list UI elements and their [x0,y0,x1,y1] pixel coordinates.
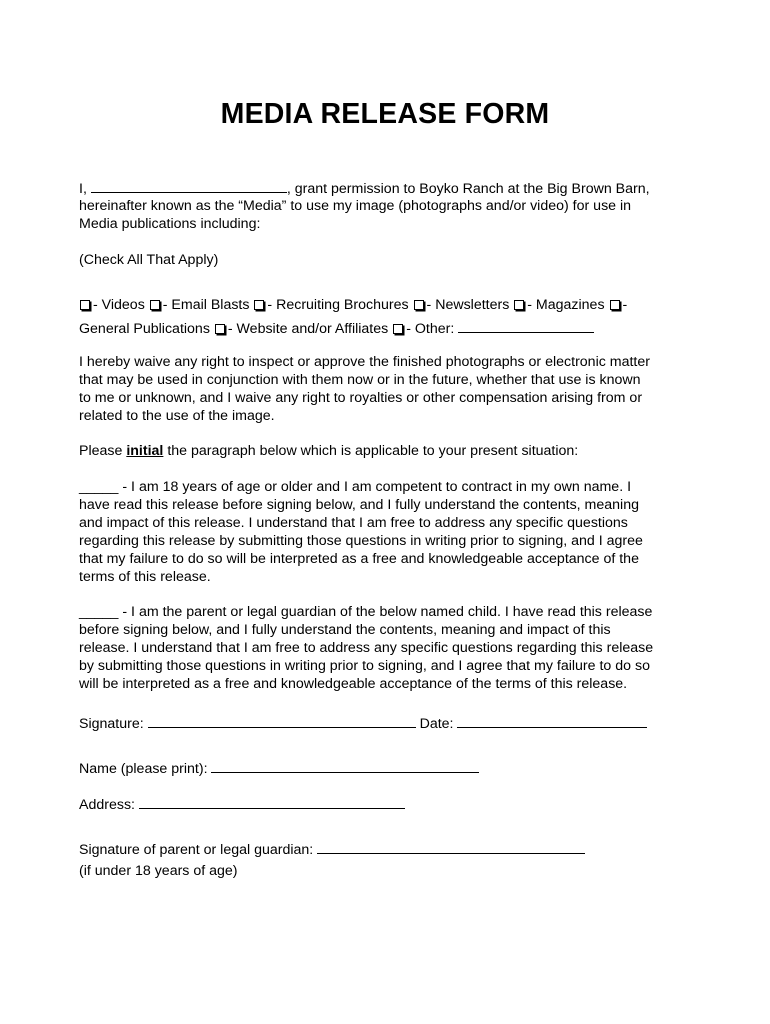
signature-label: Signature: [79,716,144,732]
option-magazines[interactable]: - Magazines [513,297,604,313]
option-website-affiliates[interactable]: - Website and/or Affiliates [214,321,388,337]
intro-paragraph [79,179,699,233]
other-blank[interactable] [458,319,594,333]
guardian-signature-row [79,840,585,859]
other-checkbox[interactable] [393,324,403,334]
newsletters-checkbox[interactable] [414,300,424,310]
option-recruiting-brochures[interactable]: - Recruiting Brochures [253,297,408,313]
signature-row [79,714,647,733]
recruiting-brochures-checkbox[interactable] [254,300,264,310]
option-general-publications-label: General Publications [79,321,210,337]
email-blasts-checkbox[interactable] [150,300,160,310]
intro-line-3: Media publications including: [79,216,261,232]
form-title: MEDIA RELEASE FORM [220,98,550,130]
name-blank[interactable] [91,179,287,193]
date-field[interactable] [457,714,647,728]
magazines-checkbox[interactable] [514,300,524,310]
media-options [79,293,699,341]
general-publications-checkbox[interactable] [610,300,620,310]
guardian-note: (if under 18 years of age) [79,863,238,879]
options-line-1 [79,293,699,317]
videos-checkbox[interactable] [80,300,90,310]
date-label: Date: [419,716,454,732]
initial-instruction: Please initial the paragraph below which is applicable to your present situation: [79,443,579,459]
waiver-paragraph: I hereby waive any right to inspect or approve the finished photographs or electronic matter that may be used in conjunction with them now or in the future, whether that use is known to me or unknown, and I waive any right to royalties or other compensation arising from or related to the use of the image. [79,354,650,424]
option-email-blasts[interactable]: - Email Blasts [149,297,250,313]
guardian-paragraph: _____ - I am the parent or legal guardian of the below named child. I have read this release before signing below, and I fully understand the contents, meaning and impact of this release. I understand that I am free to address any specific questions regarding this release by submitting those questions in writing prior to signing, and I agree that my failure to do so will be interpreted as a free and knowledgeable acceptance of the terms of this release. [79,604,654,692]
intro-line-2: hereinafter known as the “Media” to use my image (photographs and/or video) for use in [79,198,632,214]
address-row [79,795,405,814]
option-other[interactable]: - Other: [392,321,454,337]
website-affiliates-checkbox[interactable] [215,324,225,334]
name-row [79,759,479,778]
options-line-2 [79,317,699,341]
signature-field[interactable] [148,714,416,728]
intro-line-1: I, , grant permission to Boyko Ranch at the Big Brown Barn, [79,181,650,197]
option-newsletters[interactable]: - Newsletters [413,297,510,313]
name-field[interactable] [211,759,479,773]
guardian-signature-label: Signature of parent or legal guardian: [79,842,314,858]
option-videos[interactable]: - Videos [79,297,145,313]
address-label: Address: [79,797,135,813]
option-general-publications-checkbox-part[interactable]: - [609,297,628,313]
adult-paragraph: _____ - I am 18 years of age or older and I am competent to contract in my own name. I have read this release before signing below, and I fully understand the contents, meaning and impact of this release. I understand that I am free to address any specific questions regarding this release by submitting those questions in writing prior to signing, and I agree that my failure to do so will be interpreted as a free and knowledgeable acceptance of the terms of this release. [79,479,643,585]
name-label: Name (please print): [79,761,208,777]
initial-emphasis: initial [126,443,164,459]
address-field[interactable] [139,795,405,809]
guardian-signature-field[interactable] [317,840,585,854]
check-instruction: (Check All That Apply) [79,252,219,268]
